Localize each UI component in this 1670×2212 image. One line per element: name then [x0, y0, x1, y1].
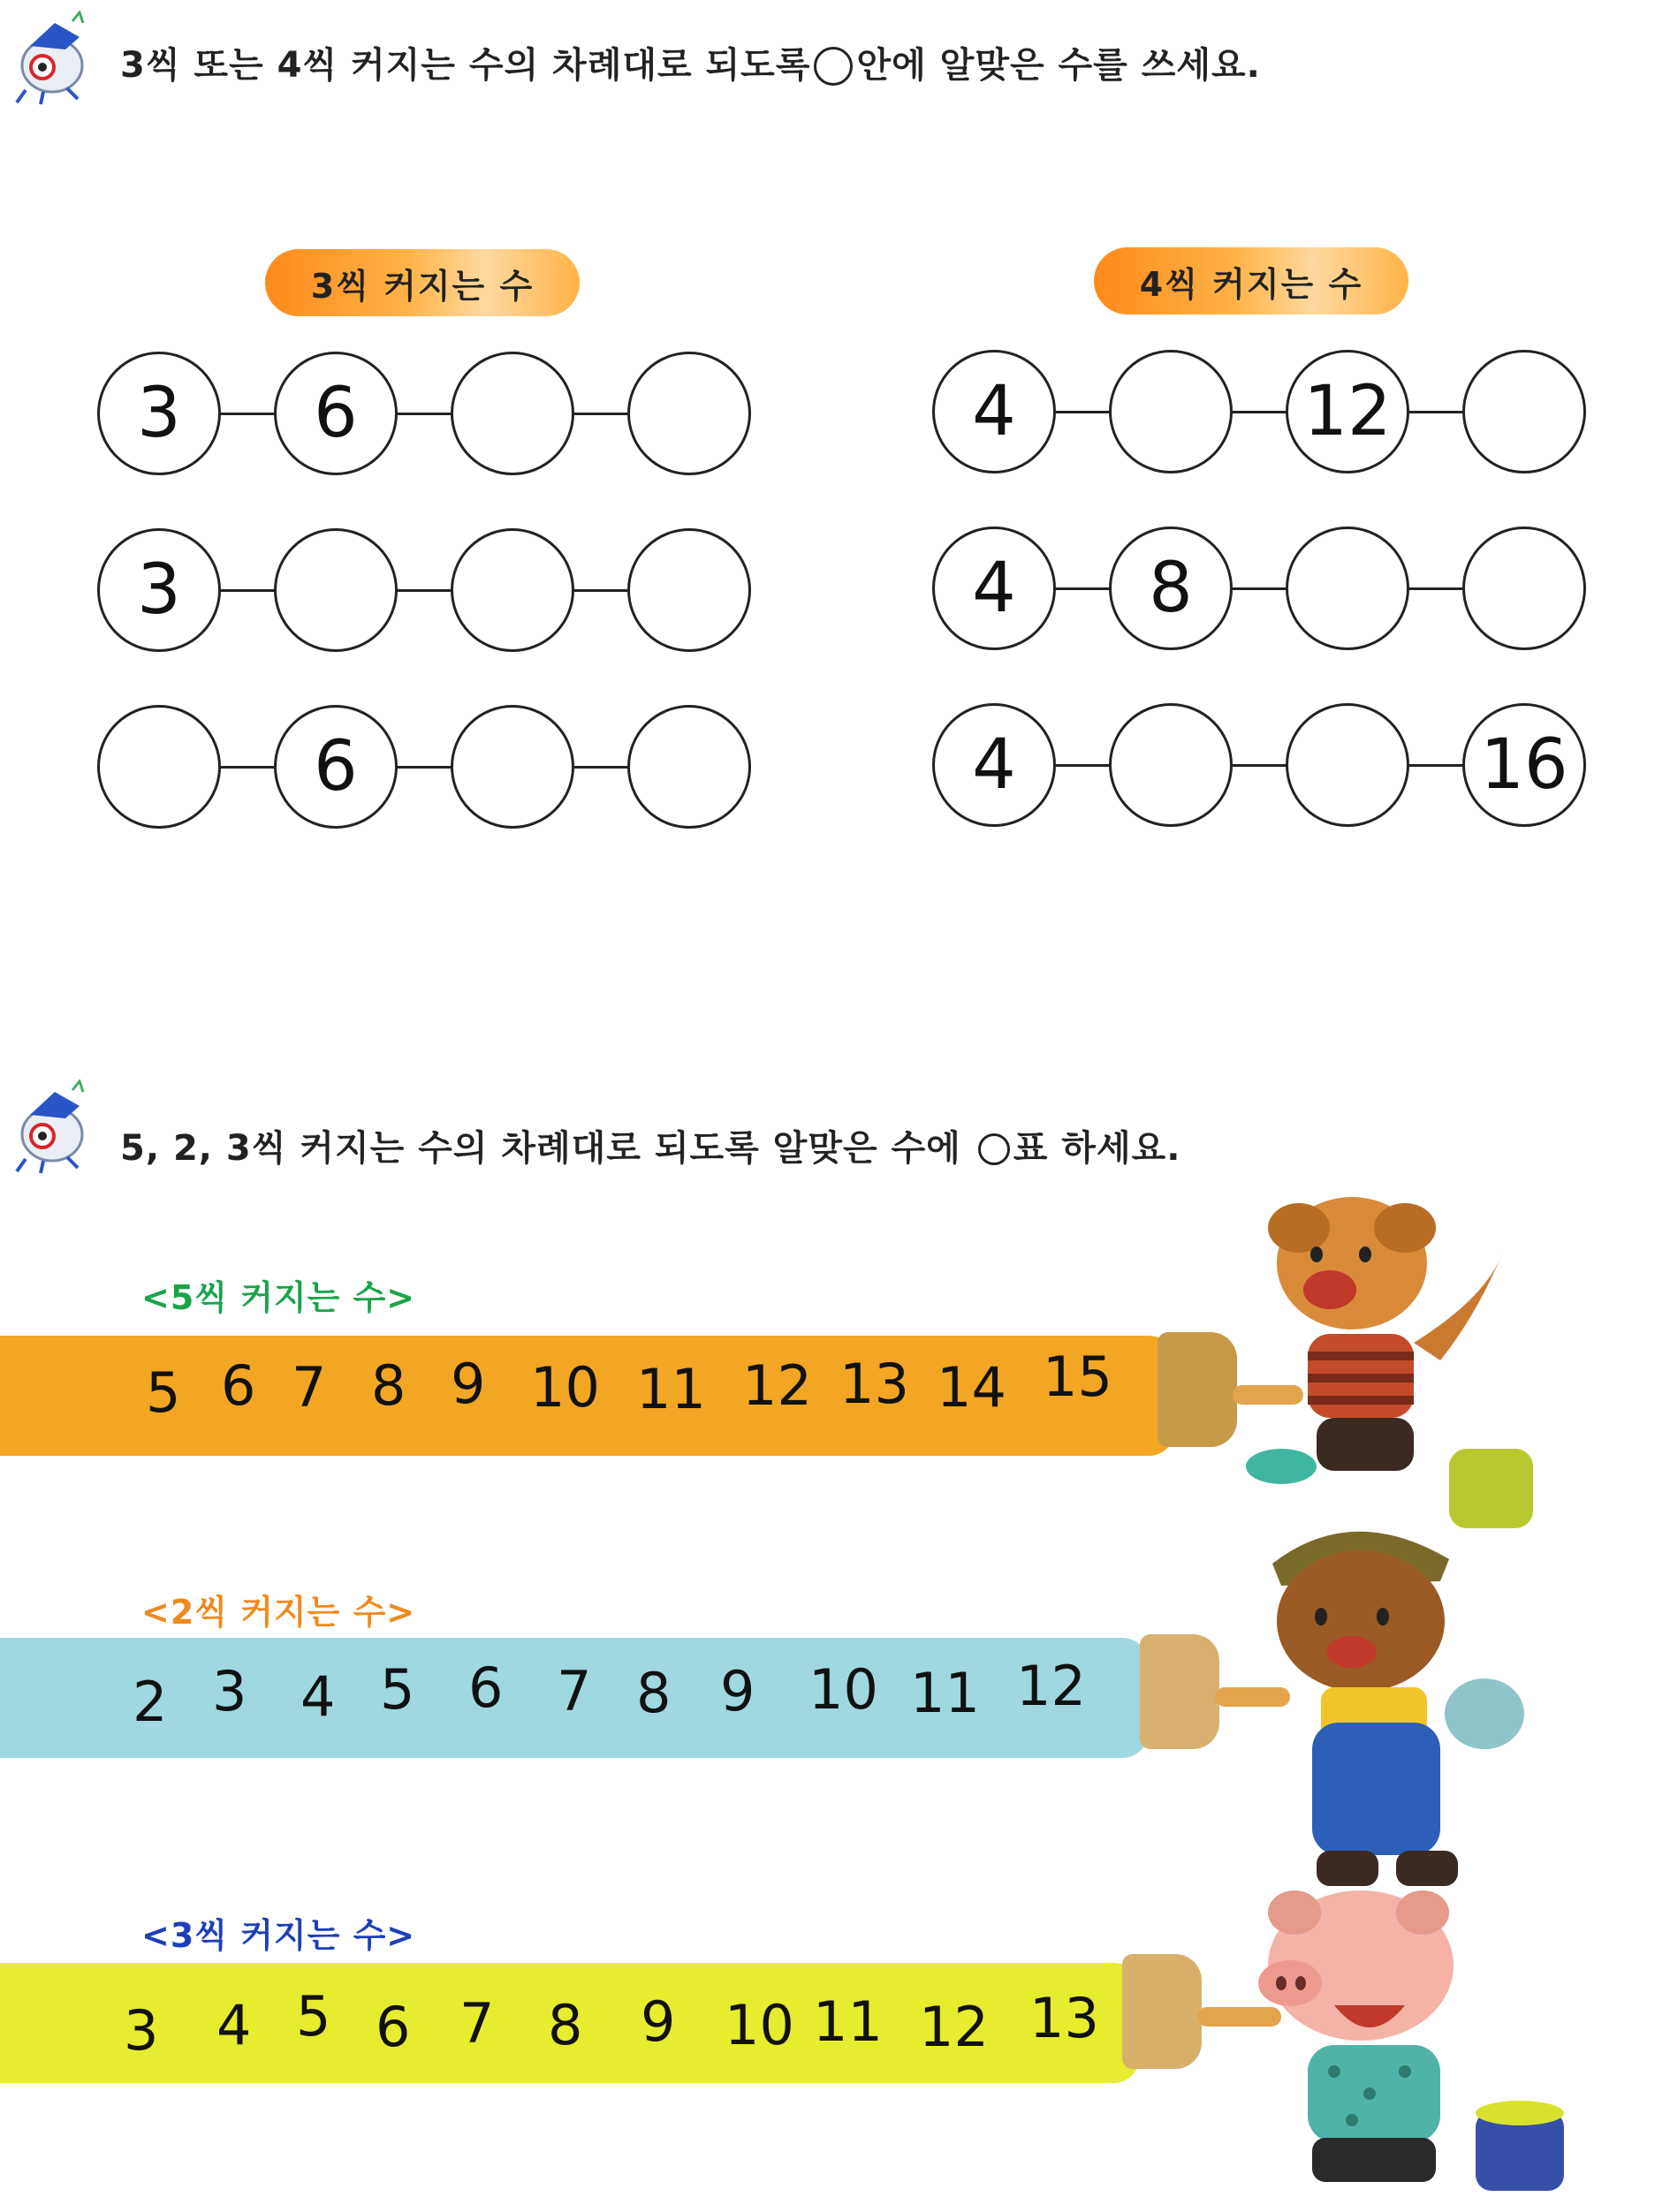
stripe-number[interactable]: 5 [380, 1657, 415, 1722]
chain-circle[interactable]: 3 [97, 352, 221, 475]
stripe-number[interactable]: 3 [212, 1659, 247, 1723]
stripe-number[interactable]: 9 [720, 1659, 755, 1723]
chain-connector [159, 589, 689, 592]
stripe-number[interactable]: 11 [813, 1989, 883, 2054]
right-chain-1 [932, 350, 1586, 473]
chain-circle[interactable] [1286, 526, 1409, 650]
instruction-1-text-after: 안에 알맞은 수를 쓰세요. [856, 45, 1261, 86]
stripe-number[interactable]: 5 [146, 1360, 181, 1425]
chain-circle[interactable] [627, 705, 751, 829]
chain-connector [994, 411, 1524, 413]
stripe-numbers [0, 1638, 1149, 1758]
stripe-number[interactable]: 4 [300, 1664, 336, 1729]
chain-circle[interactable] [274, 528, 398, 652]
chain-circle[interactable] [1286, 703, 1409, 827]
stripe-number[interactable]: 8 [548, 1993, 583, 2057]
stripe-number[interactable]: 7 [557, 1659, 592, 1723]
left-title-pill [265, 249, 580, 316]
painting-animals-illustration [1219, 1193, 1626, 2191]
bear-icon [1272, 1532, 1524, 1886]
chain-circle[interactable] [1109, 703, 1233, 827]
mascot-icon [4, 1079, 101, 1177]
stripe-number[interactable]: 6 [376, 1995, 411, 2059]
dog-icon [1246, 1197, 1533, 1528]
stripe-number[interactable]: 13 [839, 1352, 909, 1416]
instruction-1 [120, 37, 1261, 87]
chain-circle[interactable] [1462, 526, 1586, 650]
stripe-label-5: <5씩 커지는 수> [141, 1278, 416, 1317]
chain-circle[interactable] [627, 528, 751, 652]
stripe-number[interactable]: 13 [1029, 1986, 1099, 2050]
instruction-2-text-before: 5, 2, 3씩 커지는 수의 차례대로 되도록 알맞은 수에 [120, 1128, 961, 1169]
instruction-2-text-after: 표 하세요. [1013, 1128, 1181, 1169]
pig-icon [1258, 1890, 1564, 2191]
left-chain-2 [97, 528, 751, 652]
chain-circle[interactable] [451, 705, 574, 829]
chain-circle[interactable]: 6 [274, 705, 398, 829]
left-title: 3씩 커지는 수 [310, 266, 535, 306]
stripe-number[interactable]: 7 [459, 1991, 495, 2056]
stripe-number[interactable]: 12 [1016, 1654, 1086, 1718]
stripe-number[interactable]: 2 [133, 1670, 168, 1734]
left-chain-3 [97, 705, 751, 829]
stripe-number[interactable]: 12 [742, 1353, 812, 1418]
chain-circle[interactable] [97, 705, 221, 829]
chain-circle[interactable] [627, 352, 751, 475]
stripe-number[interactable]: 12 [919, 1995, 989, 2059]
stripe-number[interactable]: 7 [292, 1355, 327, 1420]
stripe-numbers [0, 1336, 1175, 1456]
instruction-2 [120, 1120, 1180, 1170]
chain-circle[interactable]: 4 [932, 703, 1056, 827]
stripe-label-2: <2씩 커지는 수> [141, 1593, 416, 1632]
instruction-1-text-before: 3씩 또는 4씩 커지는 수의 차례대로 되도록 [120, 45, 811, 86]
stripe-number[interactable]: 6 [221, 1353, 256, 1418]
stripe-number[interactable]: 10 [808, 1657, 878, 1722]
paintbrush-icon [1140, 1634, 1219, 1749]
stripe-label-3: <3씩 커지는 수> [141, 1916, 416, 1955]
stripe-numbers [0, 1963, 1140, 2083]
right-title-pill [1094, 247, 1408, 314]
chain-circle[interactable]: 4 [932, 526, 1056, 650]
paint-stripe-3 [0, 1963, 1140, 2083]
mascot-icon [4, 11, 101, 108]
stripe-number[interactable]: 10 [530, 1355, 600, 1420]
chain-circle[interactable]: 4 [932, 350, 1056, 473]
stripe-number[interactable]: 11 [910, 1661, 980, 1725]
chain-connector [159, 766, 689, 769]
stripe-number[interactable]: 3 [124, 1998, 159, 2063]
chain-circle[interactable]: 6 [274, 352, 398, 475]
chain-circle[interactable] [451, 528, 574, 652]
stripe-number[interactable]: 4 [216, 1993, 252, 2057]
stripe-number[interactable]: 6 [468, 1655, 504, 1720]
stripe-number[interactable]: 14 [937, 1355, 1006, 1420]
stripe-number[interactable]: 10 [725, 1993, 794, 2057]
stripe-number[interactable]: 9 [641, 1989, 676, 2054]
chain-circle[interactable] [451, 352, 574, 475]
paint-stripe-5 [0, 1336, 1175, 1456]
stripe-number[interactable]: 8 [636, 1661, 672, 1725]
chain-circle[interactable]: 16 [1462, 703, 1586, 827]
paint-stripe-2 [0, 1638, 1149, 1758]
right-chain-2 [932, 526, 1586, 650]
chain-circle[interactable] [1109, 350, 1233, 473]
chain-circle[interactable] [1462, 350, 1586, 473]
stripe-number[interactable]: 9 [451, 1352, 486, 1416]
chain-circle[interactable]: 8 [1109, 526, 1233, 650]
chain-circle[interactable]: 12 [1286, 350, 1409, 473]
right-title: 4씩 커지는 수 [1139, 264, 1363, 304]
chain-connector [159, 413, 689, 415]
stripe-number[interactable]: 5 [296, 1984, 331, 2049]
left-chain-1 [97, 352, 751, 475]
right-chain-3 [932, 703, 1586, 827]
chain-connector [994, 587, 1524, 590]
paintbrush-icon [1122, 1954, 1202, 2069]
stripe-number[interactable]: 8 [371, 1353, 406, 1418]
blank-circle-icon [814, 47, 853, 86]
stripe-number[interactable]: 11 [636, 1357, 706, 1421]
chain-connector [994, 764, 1524, 767]
blank-circle-icon [978, 1133, 1010, 1165]
chain-circle[interactable]: 3 [97, 528, 221, 652]
stripe-number[interactable]: 15 [1043, 1345, 1112, 1409]
